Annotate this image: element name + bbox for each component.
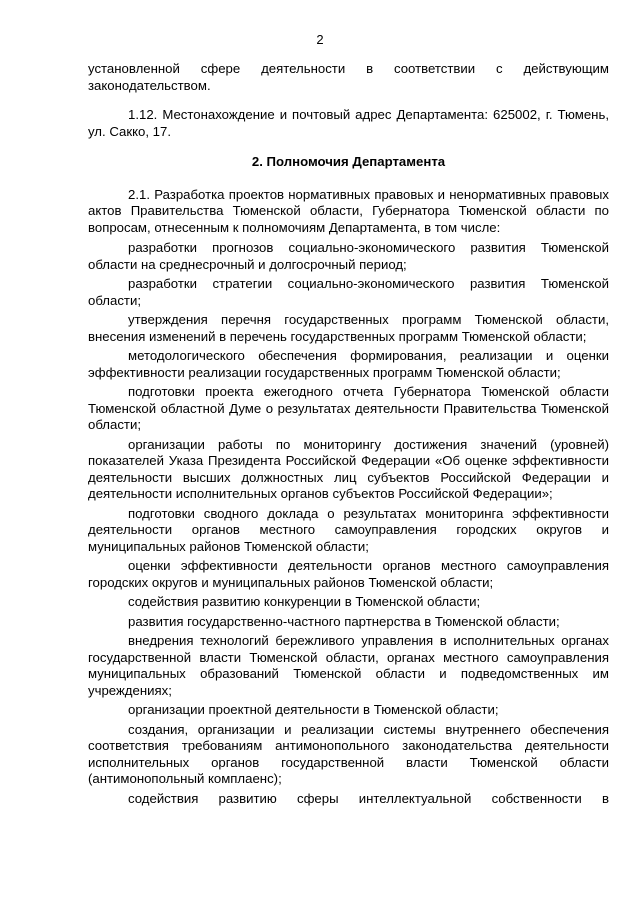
list-item: содействия развитию сферы интеллектуальной собственности в	[128, 790, 609, 806]
document-body	[88, 61, 609, 807]
list-item: методологического обеспечения формирования, реализации и оценки эффективности реализации государственных программ Тюменской области;	[88, 348, 609, 380]
section-heading: 2. Полномочия Департамента	[251, 154, 446, 169]
list-item: организации работы по мониторингу достижения значений (уровней) показателей Указа Президента Российской Федерации «Об оценке эффективности деятельности высших должностных лиц субъектов Российской Федерации и деятельности исполнительных органов субъектов Российской Федерации»;	[88, 436, 609, 501]
list-item: развития государственно-частного партнерства в Тюменской области;	[128, 613, 560, 629]
paragraph-1-12-address: 1.12. Местонахождение и почтовый адрес Департамента: 625002, г. Тюмень, ул. Сакко, 17.	[88, 107, 609, 139]
list-item: подготовки сводного доклада о результатах мониторинга эффективности деятельности органов местного самоуправления городских округов и муниципальных районов Тюменской области;	[88, 505, 609, 554]
list-item: содействия развитию конкуренции в Тюменской области;	[128, 594, 481, 609]
list-item: оценки эффективности деятельности органов местного самоуправления городских округов и муниципальных районов Тюменской области;	[88, 558, 609, 590]
list-item: создания, организации и реализации системы внутреннего обеспечения соответствия требованиям антимонопольного законодательства деятельности исполнительных органов государственной власти Тюменской области (антимонопольный комплаенс);	[88, 721, 609, 786]
list-item: внедрения технологий бережливого управления в исполнительных органах государственной власти Тюменской области, органах местного самоуправления муниципальных образований Тюменской области и подведомственных им учреждениях;	[88, 633, 609, 698]
list-item: подготовки проекта ежегодного отчета Губернатора Тюменской области Тюменской областной Думе о результатах деятельности Правительства Тюменской области;	[88, 384, 609, 432]
list-item: разработки стратегии социально-экономического развития Тюменской области;	[88, 276, 609, 308]
page-number: 2	[316, 32, 324, 47]
list-item: организации проектной деятельности в Тюменской области;	[128, 702, 499, 717]
list-item: утверждения перечня государственных программ Тюменской области, внесения изменений в перечень государственных программ Тюменской области;	[88, 312, 609, 344]
list-item: разработки прогнозов социально-экономического развития Тюменской области на среднесрочный и долгосрочный период;	[88, 240, 609, 272]
paragraph-2-1: 2.1. Разработка проектов нормативных правовых и ненормативных правовых актов Правительства Тюменской области, Губернатора Тюменской области по вопросам, отнесенным к полномочиям Департамента, в том числе:	[88, 186, 609, 235]
paragraph-continuation: установленной сфере деятельности в соответствии с действующим законодательством.	[88, 61, 609, 93]
